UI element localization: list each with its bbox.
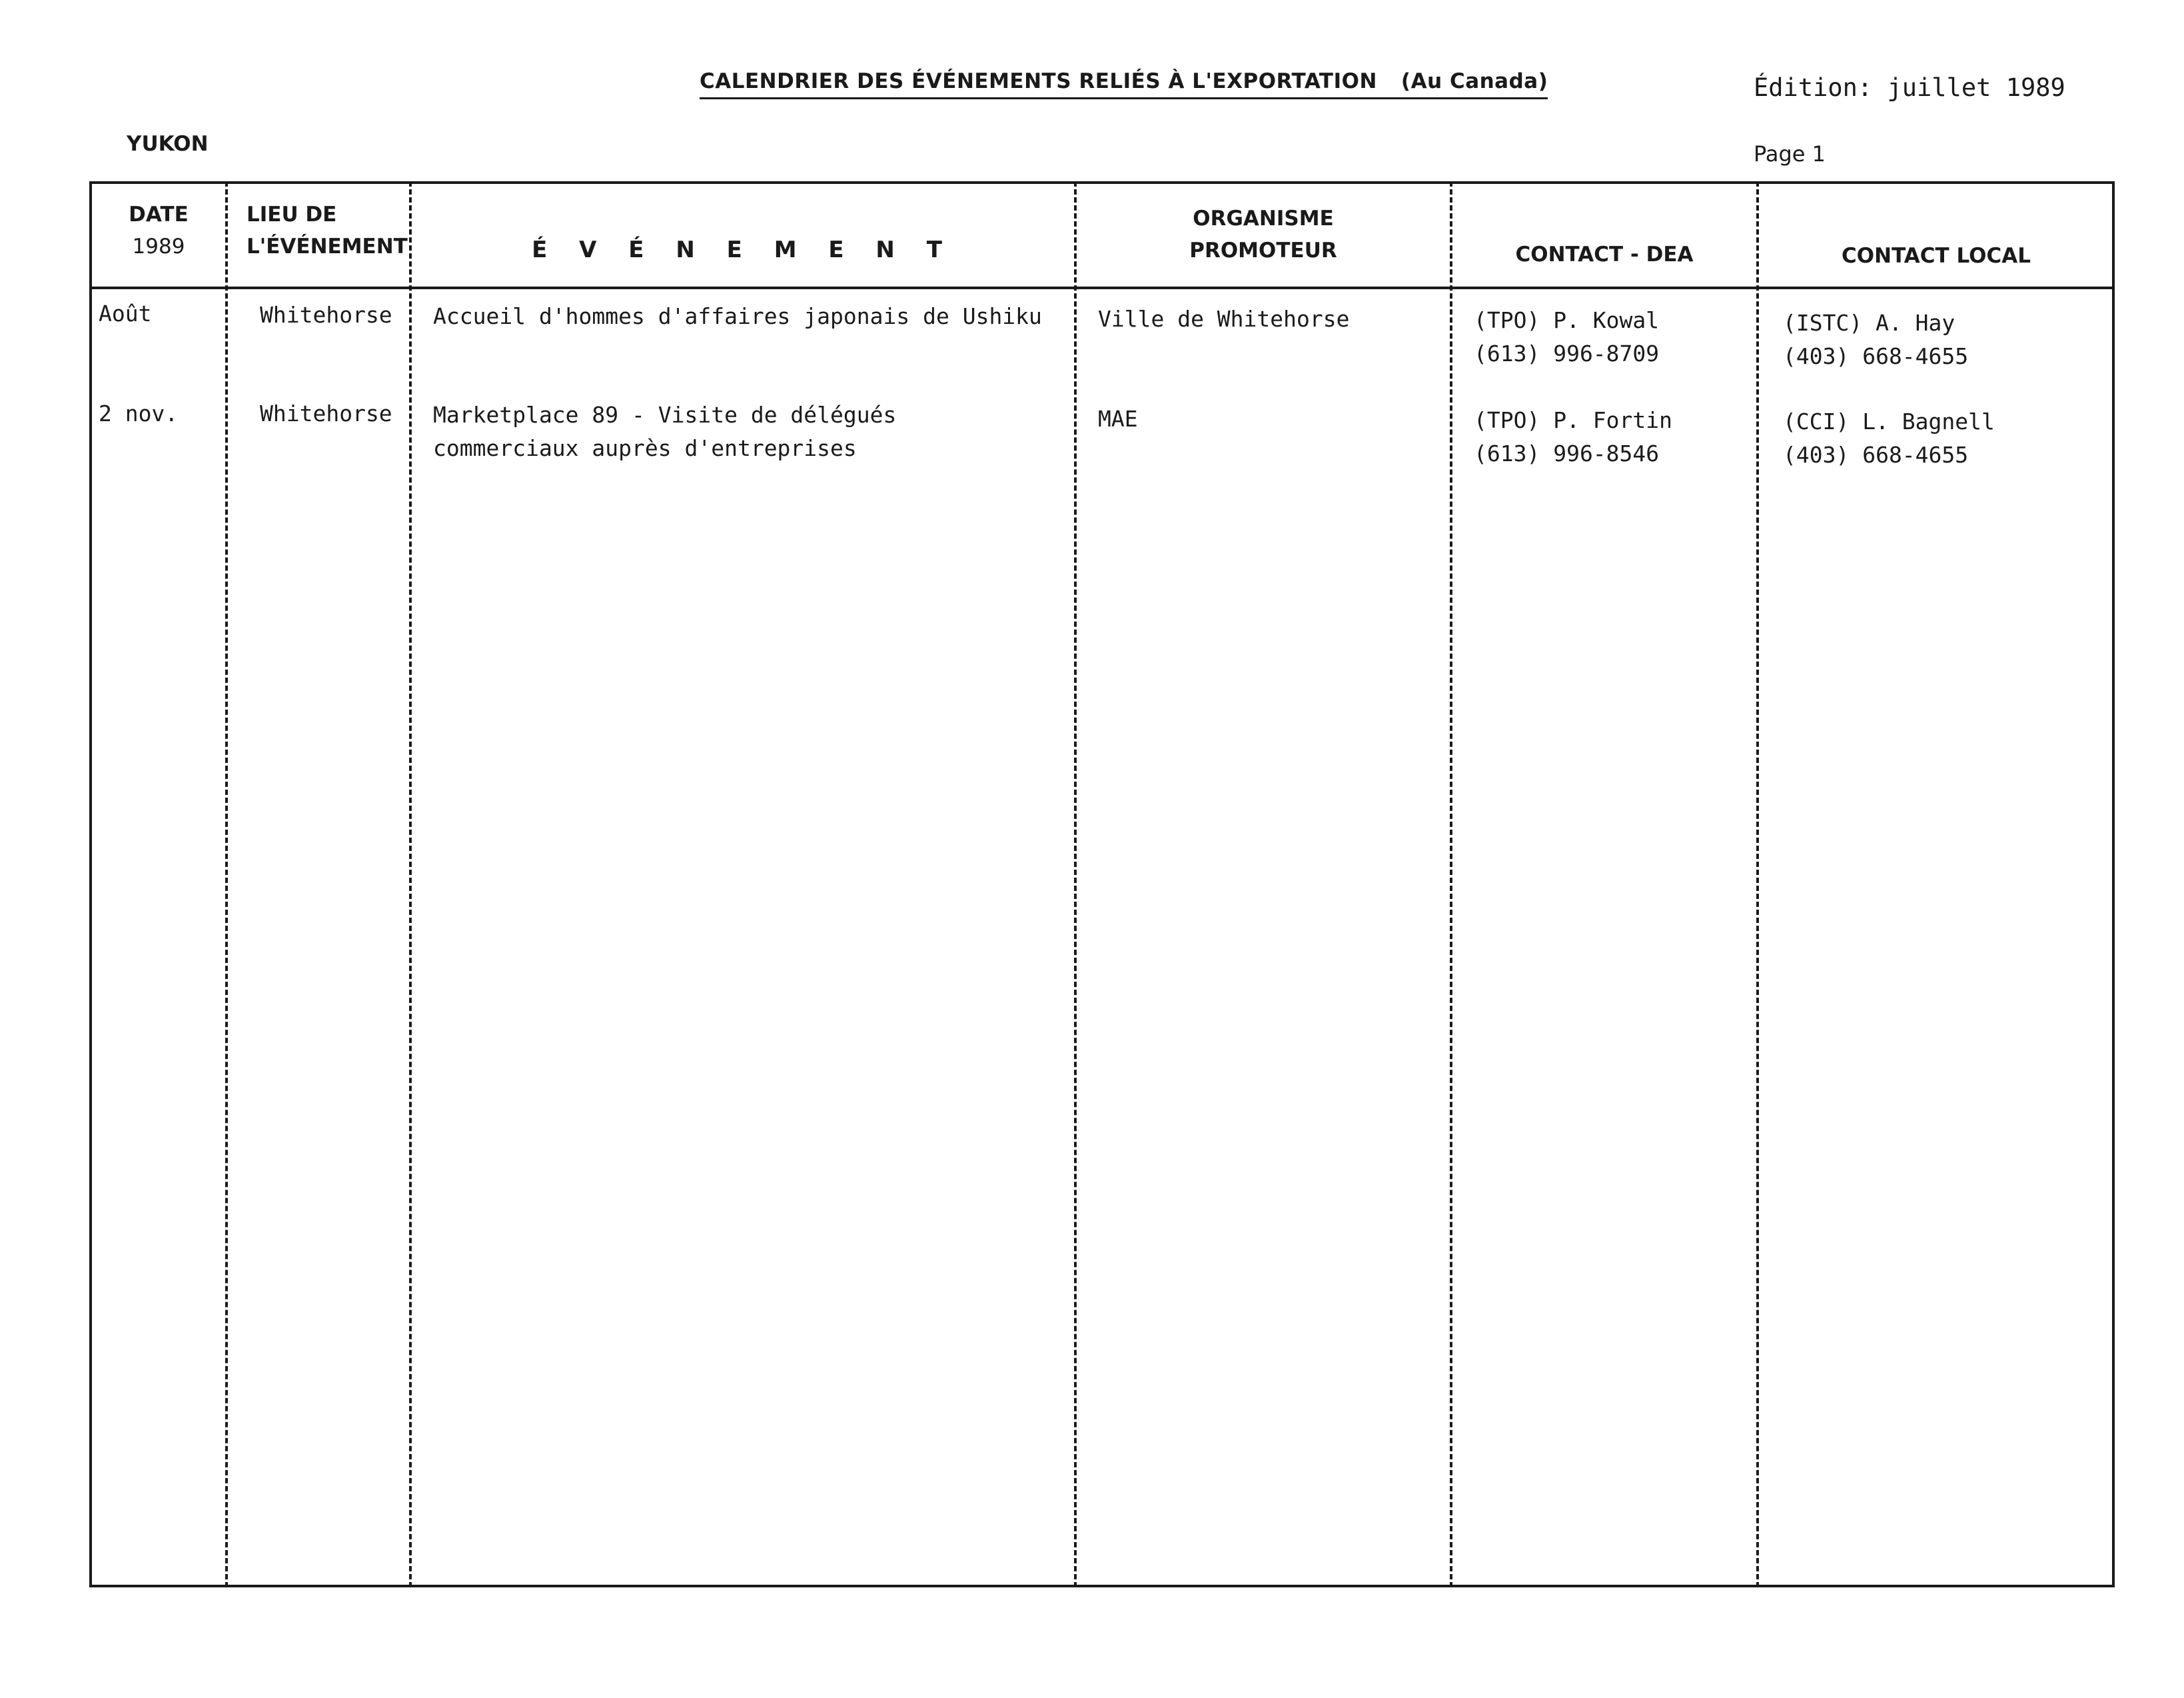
- header-date-year: 1989: [132, 235, 185, 259]
- table-row-1-contact-local: [1783, 307, 1968, 373]
- table-row-2-local-phone: (403) 668-4655: [1783, 442, 1969, 468]
- events-table: [89, 181, 2115, 1587]
- table-row-1-local-phone: (403) 668-4655: [1783, 343, 1969, 369]
- table-row-2-date: 2 nov.: [99, 401, 179, 426]
- table-row-2-evenement: [433, 399, 896, 465]
- table-row-1-organisme: Ville de Whitehorse: [1098, 306, 1350, 332]
- header-evenement: [413, 233, 1073, 267]
- column-divider: [1756, 181, 1759, 1587]
- table-row-2-contact-local: [1783, 405, 1995, 472]
- edition-date: Édition: juillet 1989: [1754, 73, 2065, 102]
- table-row-2-dea-phone: (613) 996-8546: [1474, 440, 1660, 466]
- table-row-1-dea-phone: (613) 996-8709: [1474, 341, 1660, 367]
- region-label: YUKON: [127, 132, 209, 156]
- table-row-2-evenement-line2: commerciaux auprès d'entreprises: [433, 435, 857, 461]
- header-organisme: [1078, 203, 1448, 267]
- header-lieu-line1: LIEU DE: [247, 203, 337, 227]
- table-row-1-dea-name: (TPO) P. Kowal: [1474, 307, 1660, 333]
- table-row-2-dea-name: (TPO) P. Fortin: [1474, 407, 1673, 433]
- table-row-1-lieu: Whitehorse: [260, 302, 392, 328]
- header-date: [93, 199, 224, 263]
- header-lieu: [247, 199, 408, 263]
- table-row-2-lieu: Whitehorse: [260, 401, 392, 426]
- column-divider: [1450, 181, 1452, 1587]
- header-rule: [89, 287, 2115, 289]
- page-number: Page 1: [1754, 141, 1826, 167]
- title-main: CALENDRIER DES ÉVÉNEMENTS RELIÉS À L'EXPORTATION: [700, 69, 1377, 93]
- table-row-1-local-name: (ISTC) A. Hay: [1783, 310, 1955, 336]
- column-divider: [409, 181, 412, 1587]
- header-organisme-line2: PROMOTEUR: [1189, 239, 1337, 263]
- header-organisme-line1: ORGANISME: [1193, 207, 1334, 231]
- table-row-2-organisme: MAE: [1098, 406, 1138, 432]
- table-row-1-date: Août: [99, 301, 152, 327]
- header-contact-local: CONTACT LOCAL: [1842, 244, 2031, 268]
- table-row-2-local-name: (CCI) L. Bagnell: [1783, 409, 1995, 434]
- title-suffix: (Au Canada): [1400, 69, 1548, 93]
- header-lieu-line2: L'ÉVÉNEMENT: [247, 235, 408, 259]
- header-contact-dea: CONTACT - DEA: [1515, 243, 1694, 267]
- column-divider: [1074, 181, 1077, 1587]
- table-row-1-evenement: [433, 300, 1042, 333]
- document-title: [700, 69, 1548, 99]
- table-row-1-evenement-line1: Accueil d'hommes d'affaires japonais de Ushiku: [433, 303, 1042, 329]
- table-row-2-evenement-line1: Marketplace 89 - Visite de délégués: [433, 402, 897, 428]
- column-divider: [225, 181, 228, 1587]
- table-row-2-contact-dea: [1474, 404, 1672, 470]
- header-evenement-label: É V É N E M E N T: [532, 237, 954, 263]
- table-row-1-contact-dea: [1474, 304, 1659, 371]
- header-date-label: DATE: [129, 203, 189, 227]
